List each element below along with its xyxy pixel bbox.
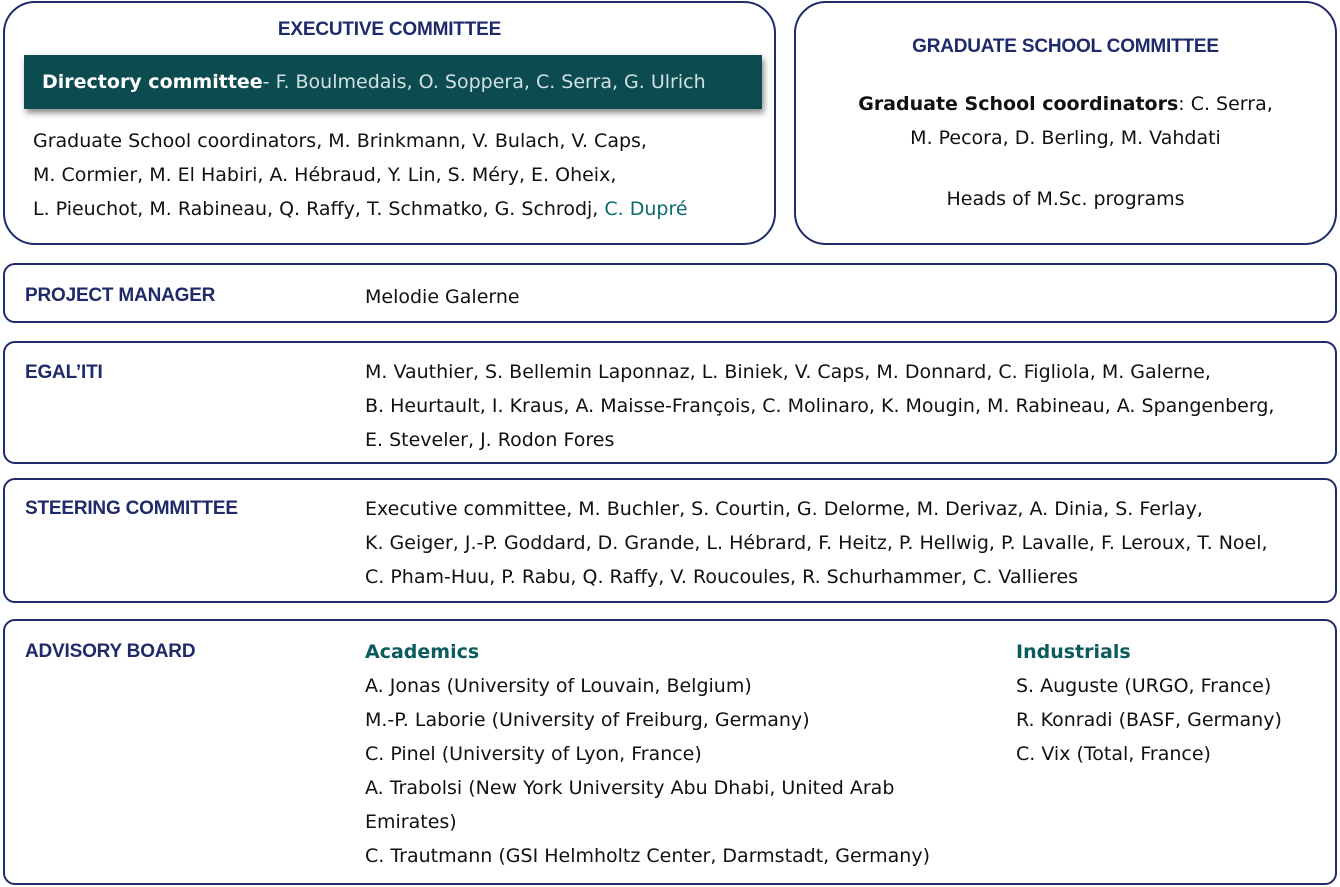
industrials-column xyxy=(1016,635,1282,771)
steering-committee-members xyxy=(365,492,1268,594)
executive-committee-title: EXECUTIVE COMMITTEE xyxy=(277,19,502,40)
steering-members-line: C. Pham-Huu, P. Rabu, Q. Raffy, V. Roucoules, R. Schurhammer, C. Vallieres xyxy=(365,566,1079,588)
advisory-board-row xyxy=(3,619,1337,885)
egaliti-label: EGAL’ITI xyxy=(25,362,103,383)
industrials-item: S. Auguste (URGO, France) xyxy=(1016,675,1272,697)
academics-item: A. Jonas (University of Louvain, Belgium) xyxy=(365,675,752,697)
executive-member-highlight: C. Dupré xyxy=(604,198,688,220)
graduate-school-committee-panel xyxy=(794,1,1337,245)
graduate-coordinators-text: : C. Serra, xyxy=(1178,93,1273,115)
executive-committee-panel xyxy=(3,1,776,245)
advisory-board-label: ADVISORY BOARD xyxy=(25,641,196,662)
directory-committee-names: - F. Boulmedais, O. Soppera, C. Serra, G. Ulrich xyxy=(262,71,706,93)
egaliti-row xyxy=(3,341,1337,464)
academics-title: Academics xyxy=(365,641,480,663)
egaliti-members-line: M. Vauthier, S. Bellemin Laponnaz, L. Biniek, V. Caps, M. Donnard, C. Figliola, M. Galerne, xyxy=(365,361,1211,383)
academics-item: C. Trautmann (GSI Helmholtz Center, Darmstadt, Germany) xyxy=(365,845,930,867)
executive-members-line: Graduate School coordinators, M. Brinkmann, V. Bulach, V. Caps, xyxy=(33,130,647,152)
academics-column xyxy=(365,635,930,873)
executive-members xyxy=(33,124,688,226)
project-manager-name: Melodie Galerne xyxy=(365,286,520,308)
executive-members-line: M. Cormier, M. El Habiri, A. Hébraud, Y. Lin, S. Méry, E. Oheix, xyxy=(33,164,617,186)
steering-members-line: Executive committee, M. Buchler, S. Courtin, G. Delorme, M. Derivaz, A. Dinia, S. Ferlay, xyxy=(365,498,1203,520)
graduate-committee-title: GRADUATE SCHOOL COMMITTEE xyxy=(912,36,1219,57)
egaliti-members xyxy=(365,355,1274,457)
steering-committee-label: STEERING COMMITTEE xyxy=(25,498,238,519)
directory-committee-banner xyxy=(24,55,762,109)
academics-item: A. Trabolsi (New York University Abu Dhabi, United Arab xyxy=(365,777,895,799)
graduate-heads: Heads of M.Sc. programs xyxy=(946,188,1185,210)
graduate-coordinators-label: Graduate School coordinators xyxy=(858,93,1179,115)
project-manager-row xyxy=(3,263,1337,323)
academics-item: M.-P. Laborie (University of Freiburg, Germany) xyxy=(365,709,810,731)
graduate-coordinators-line: M. Pecora, D. Berling, M. Vahdati xyxy=(910,127,1221,149)
graduate-coordinators-line xyxy=(796,87,1335,121)
directory-committee-label: Directory committee xyxy=(42,71,263,93)
project-manager-label: PROJECT MANAGER xyxy=(25,285,216,306)
academics-item: Emirates) xyxy=(365,811,457,833)
executive-members-text: L. Pieuchot, M. Rabineau, Q. Raffy, T. Schmatko, G. Schrodj, xyxy=(33,198,605,220)
graduate-coordinators xyxy=(796,87,1335,155)
egaliti-members-line: B. Heurtault, I. Kraus, A. Maisse-François, C. Molinaro, K. Mougin, M. Rabineau, A. Spangenberg, xyxy=(365,395,1275,417)
egaliti-members-line: E. Steveler, J. Rodon Fores xyxy=(365,429,615,451)
industrials-title: Industrials xyxy=(1016,641,1131,663)
industrials-item: R. Konradi (BASF, Germany) xyxy=(1016,709,1282,731)
industrials-item: C. Vix (Total, France) xyxy=(1016,743,1211,765)
executive-members-line xyxy=(33,192,688,226)
academics-item: C. Pinel (University of Lyon, France) xyxy=(365,743,702,765)
steering-committee-row xyxy=(3,478,1337,603)
steering-members-line: K. Geiger, J.-P. Goddard, D. Grande, L. Hébrard, F. Heitz, P. Hellwig, P. Lavalle, F. Leroux, T. Noel, xyxy=(365,532,1268,554)
